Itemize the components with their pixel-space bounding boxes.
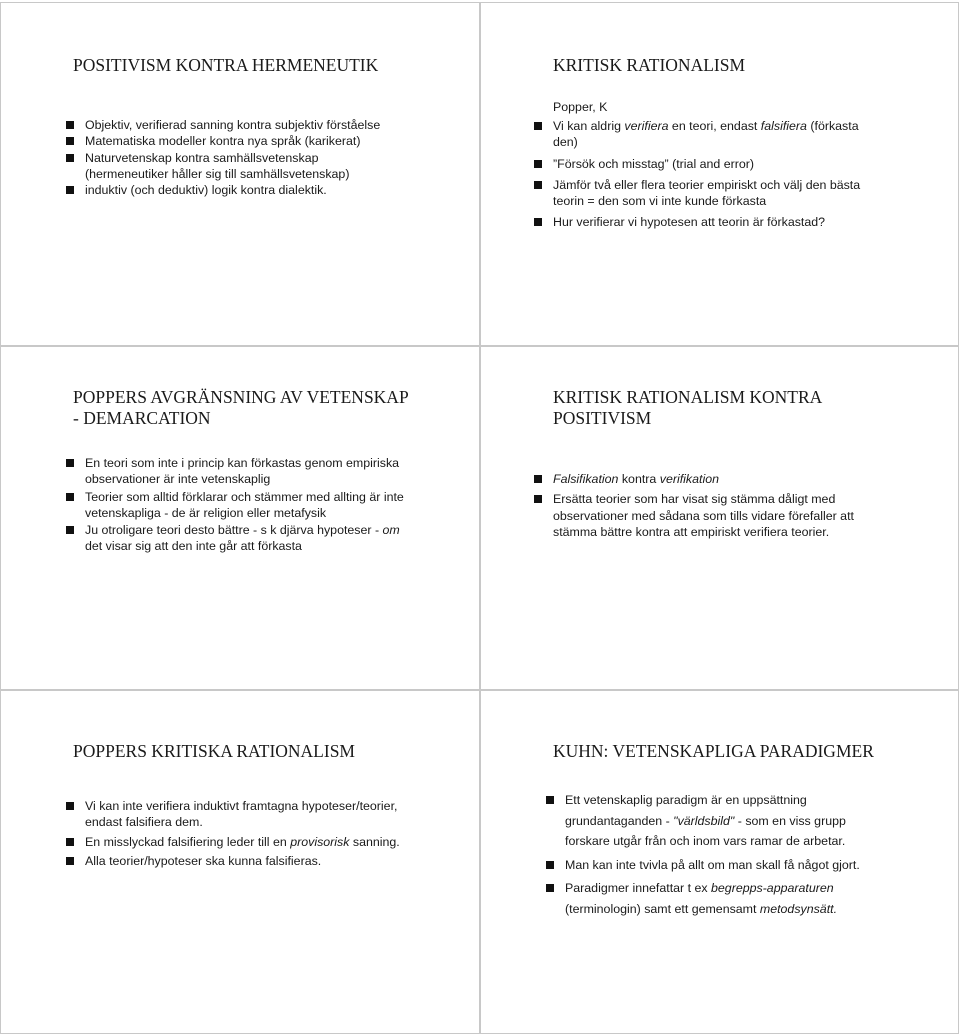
list-item: Vi kan inte verifiera induktivt framtagna hypoteser/teorier, endast falsifiera dem. (63, 798, 473, 831)
list-item: Ett vetenskaplig paradigm är en uppsättning grundantaganden - "världsbild" - som en viss grupp forskare utgår från och inom vars ramar de arbetar. (543, 790, 943, 852)
list-item: Ersätta teorier som har visat sig stämma dåligt med observationer med sådana som tills vidare förefaller att stämma bättre kontra att empiriskt verifiera teorier. (531, 491, 951, 540)
slide-title: KRITISK RATIONALISM KONTRA POSITIVISM (553, 387, 823, 428)
list-item: induktiv (och deduktiv) logik kontra dialektik. (63, 182, 463, 198)
list-item: Naturvetenskap kontra samhällsvetenskap (hermeneutiker håller sig till samhällsvetenskap) (63, 150, 463, 183)
slide-title: POPPERS AVGRÄNSNING AV VETENSKAP - DEMARCATION (73, 387, 409, 428)
list-item: Teorier som alltid förklarar och stämmer med allting är inte vetenskapliga - de är religion eller metafysik (63, 489, 473, 522)
list-item: ”Försök och misstag” (trial and error) (531, 156, 951, 172)
square-bullet-icon (534, 495, 542, 503)
square-bullet-icon (66, 493, 74, 501)
list-item: Ju otroligare teori desto bättre - s k djärva hypoteser - om det visar sig att den inte går att förkasta (63, 522, 473, 555)
square-bullet-icon (534, 475, 542, 483)
slide-positivism-kontra-hermeneutik (0, 2, 480, 346)
square-bullet-icon (66, 121, 74, 129)
slide-poppers-kritiska-rationalism (0, 690, 480, 1034)
square-bullet-icon (546, 861, 554, 869)
square-bullet-icon (66, 459, 74, 467)
square-bullet-icon (66, 838, 74, 846)
slide-kritisk-rationalism (480, 2, 959, 346)
square-bullet-icon (546, 796, 554, 804)
list-item: Alla teorier/hypoteser ska kunna falsifieras. (63, 853, 473, 869)
list-item: Objektiv, verifierad sanning kontra subjektiv förståelse (63, 117, 463, 133)
square-bullet-icon (66, 526, 74, 534)
slide-kritisk-rationalism-kontra-positivism (480, 346, 959, 690)
list-item: En teori som inte i princip kan förkastas genom empiriska observationer är inte vetenskaplig (63, 455, 473, 488)
bullet-list (531, 118, 951, 231)
slide-title: POSITIVISM KONTRA HERMENEUTIK (73, 55, 379, 75)
list-item: Matematiska modeller kontra nya språk (karikerat) (63, 133, 463, 149)
square-bullet-icon (66, 857, 74, 865)
list-item: Vi kan aldrig verifiera en teori, endast falsifiera (förkasta den) (531, 118, 951, 151)
square-bullet-icon (546, 884, 554, 892)
list-item: Hur verifierar vi hypotesen att teorin är förkastad? (531, 214, 951, 230)
lead-text: Popper, K (553, 100, 608, 114)
list-item: Jämför två eller flera teorier empiriskt och välj den bästa teorin = den som vi inte kunde förkasta (531, 177, 951, 210)
bullet-list (531, 471, 951, 540)
slide-title: POPPERS KRITISKA RATIONALISM (73, 741, 355, 761)
list-item: Paradigmer innefattar t ex begrepps-apparaturen (terminologin) samt ett gemensamt metodsynsätt. (543, 878, 943, 919)
list-item: Man kan inte tvivla på allt om man skall få något gjort. (543, 855, 943, 876)
square-bullet-icon (66, 186, 74, 194)
bullet-list (63, 117, 463, 198)
bullet-list (63, 798, 473, 869)
slide-title: KUHN: VETENSKAPLIGA PARADIGMER (553, 741, 874, 761)
slide-kuhn-vetenskapliga-paradigmer (480, 690, 959, 1034)
square-bullet-icon (534, 218, 542, 226)
slide-title: KRITISK RATIONALISM (553, 55, 746, 75)
list-item: En misslyckad falsifiering leder till en provisorisk sanning. (63, 834, 473, 850)
square-bullet-icon (66, 137, 74, 145)
slide-poppers-avgransning (0, 346, 480, 690)
square-bullet-icon (66, 154, 74, 162)
square-bullet-icon (534, 122, 542, 130)
bullet-list (543, 790, 943, 919)
list-item: Falsifikation kontra verifikation (531, 471, 951, 487)
square-bullet-icon (534, 160, 542, 168)
square-bullet-icon (534, 181, 542, 189)
bullet-list (63, 455, 473, 555)
square-bullet-icon (66, 802, 74, 810)
